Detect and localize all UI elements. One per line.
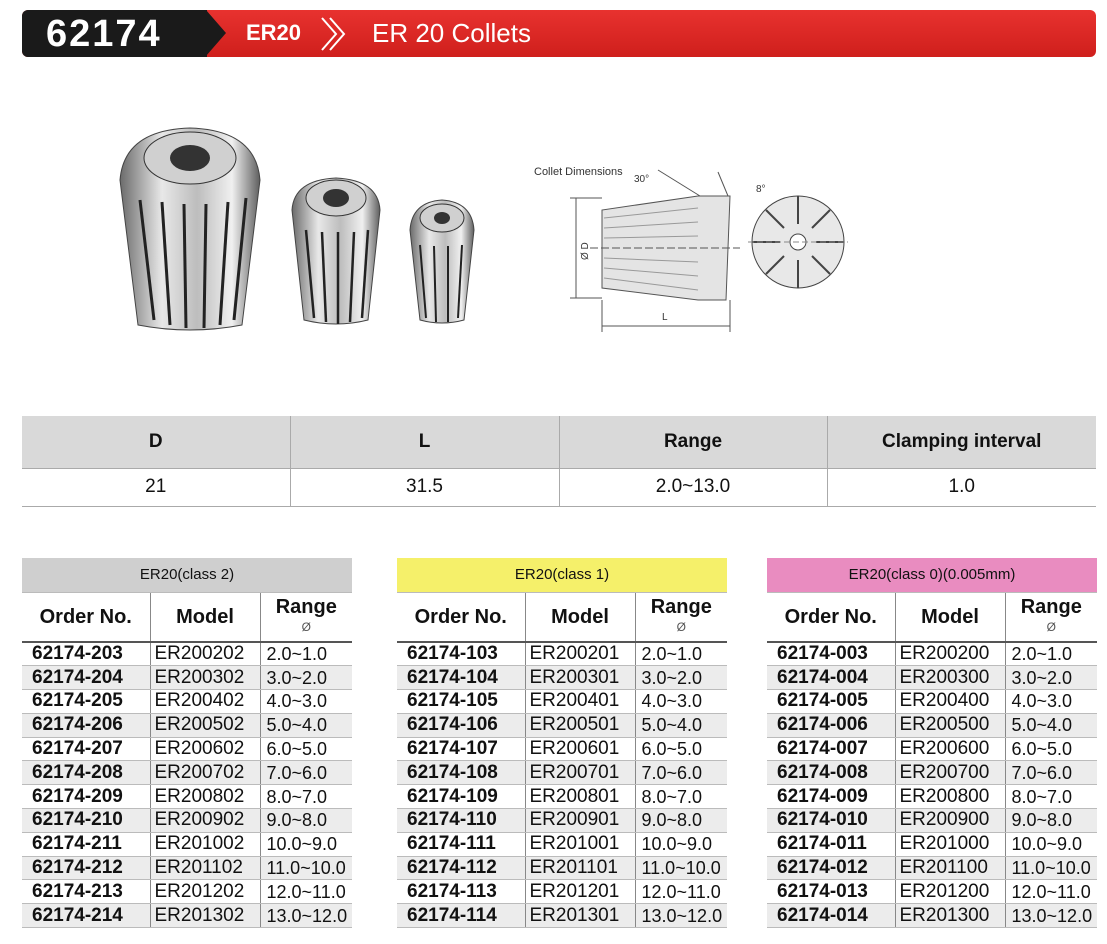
- range-header: [260, 592, 352, 642]
- order-no-cell: 62174-213: [22, 880, 150, 904]
- order-no-cell: 62174-206: [22, 713, 150, 737]
- order-no-cell: 62174-106: [397, 713, 525, 737]
- table-row: [397, 713, 727, 737]
- range-cell: 13.0~12.0: [260, 904, 352, 928]
- order-no-cell: 62174-203: [22, 642, 150, 666]
- diameter-symbol: Ø: [301, 619, 311, 634]
- range-cell: 11.0~10.0: [260, 856, 352, 880]
- range-header: [635, 592, 727, 642]
- model-header: Model: [150, 592, 260, 642]
- table-row: [397, 642, 727, 666]
- order-no-cell: 62174-003: [767, 642, 895, 666]
- spec-header-d: D: [22, 416, 290, 468]
- model-cell: ER200501: [525, 713, 635, 737]
- range-header-label: Range: [275, 595, 337, 618]
- table-row: [397, 904, 727, 928]
- order-no-cell: 62174-208: [22, 761, 150, 785]
- order-no-cell: 62174-008: [767, 761, 895, 785]
- table-row: [22, 666, 352, 690]
- model-cell: ER201201: [525, 880, 635, 904]
- order-no-cell: 62174-110: [397, 809, 525, 833]
- range-cell: 12.0~11.0: [260, 880, 352, 904]
- model-cell: ER200302: [150, 666, 260, 690]
- table-row: [397, 690, 727, 714]
- range-cell: 7.0~6.0: [260, 761, 352, 785]
- model-cell: ER200800: [895, 785, 1005, 809]
- order-no-cell: 62174-114: [397, 904, 525, 928]
- model-cell: ER200202: [150, 642, 260, 666]
- range-cell: 3.0~2.0: [635, 666, 727, 690]
- model-cell: ER200201: [525, 642, 635, 666]
- spec-table: [22, 416, 1096, 507]
- model-cell: ER200602: [150, 737, 260, 761]
- range-cell: 3.0~2.0: [1005, 666, 1097, 690]
- table-row: [22, 809, 352, 833]
- model-cell: ER200401: [525, 690, 635, 714]
- order-no-cell: 62174-209: [22, 785, 150, 809]
- model-cell: ER201200: [895, 880, 1005, 904]
- table-row: [767, 666, 1097, 690]
- table-row: [767, 713, 1097, 737]
- table-row: [767, 761, 1097, 785]
- table-row: [767, 785, 1097, 809]
- table-row: [767, 737, 1097, 761]
- page-title: ER 20 Collets: [372, 18, 531, 48]
- range-cell: 8.0~7.0: [635, 785, 727, 809]
- table-row: [22, 642, 352, 666]
- range-cell: 4.0~3.0: [635, 690, 727, 714]
- model-cell: ER200300: [895, 666, 1005, 690]
- model-cell: ER200701: [525, 761, 635, 785]
- model-cell: ER201302: [150, 904, 260, 928]
- range-header: [1005, 592, 1097, 642]
- table-row: [22, 856, 352, 880]
- table-row: [397, 666, 727, 690]
- range-cell: 8.0~7.0: [1005, 785, 1097, 809]
- range-cell: 10.0~9.0: [260, 832, 352, 856]
- model-cell: ER200901: [525, 809, 635, 833]
- spec-header-clamping: Clamping interval: [827, 416, 1096, 468]
- range-cell: 3.0~2.0: [260, 666, 352, 690]
- table-row: [22, 761, 352, 785]
- order-no-cell: 62174-010: [767, 809, 895, 833]
- model-cell: ER200301: [525, 666, 635, 690]
- order-no-cell: 62174-006: [767, 713, 895, 737]
- order-no-cell: 62174-107: [397, 737, 525, 761]
- spec-value-clamping: 1.0: [827, 468, 1096, 506]
- table-row: [397, 856, 727, 880]
- model-cell: ER200902: [150, 809, 260, 833]
- range-cell: 10.0~9.0: [1005, 832, 1097, 856]
- order-no-header: Order No.: [397, 592, 525, 642]
- model-cell: ER200702: [150, 761, 260, 785]
- table-row: [767, 809, 1097, 833]
- table-row: [767, 832, 1097, 856]
- table-class-1: [397, 558, 727, 928]
- collet-small: [410, 200, 474, 323]
- table-caption: ER20(class 2): [22, 558, 352, 592]
- range-cell: 11.0~10.0: [1005, 856, 1097, 880]
- range-cell: 12.0~11.0: [1005, 880, 1097, 904]
- table-caption: ER20(class 0)(0.005mm): [767, 558, 1097, 592]
- table-row: [22, 785, 352, 809]
- range-cell: 10.0~9.0: [635, 832, 727, 856]
- range-cell: 6.0~5.0: [635, 737, 727, 761]
- table-row: [397, 880, 727, 904]
- model-cell: ER201202: [150, 880, 260, 904]
- model-cell: ER200502: [150, 713, 260, 737]
- range-cell: 9.0~8.0: [635, 809, 727, 833]
- range-cell: 9.0~8.0: [1005, 809, 1097, 833]
- model-cell: ER201102: [150, 856, 260, 880]
- range-cell: 4.0~3.0: [260, 690, 352, 714]
- range-cell: 5.0~4.0: [635, 713, 727, 737]
- order-no-cell: 62174-113: [397, 880, 525, 904]
- table-row: [397, 761, 727, 785]
- table-row: [767, 642, 1097, 666]
- header-banner: [22, 10, 1096, 57]
- table-row: [767, 856, 1097, 880]
- model-cell: ER200400: [895, 690, 1005, 714]
- diameter-symbol: Ø: [676, 619, 686, 634]
- model-cell: ER201300: [895, 904, 1005, 928]
- range-cell: 7.0~6.0: [1005, 761, 1097, 785]
- order-no-cell: 62174-007: [767, 737, 895, 761]
- range-cell: 5.0~4.0: [1005, 713, 1097, 737]
- order-no-cell: 62174-014: [767, 904, 895, 928]
- range-cell: 9.0~8.0: [260, 809, 352, 833]
- model-cell: ER200900: [895, 809, 1005, 833]
- spec-value-d: 21: [22, 468, 290, 506]
- order-no-header: Order No.: [22, 592, 150, 642]
- spec-value-range: 2.0~13.0: [559, 468, 827, 506]
- range-cell: 13.0~12.0: [1005, 904, 1097, 928]
- model-cell: ER200700: [895, 761, 1005, 785]
- model-header: Model: [525, 592, 635, 642]
- order-no-header: Order No.: [767, 592, 895, 642]
- order-no-cell: 62174-210: [22, 809, 150, 833]
- order-no-cell: 62174-012: [767, 856, 895, 880]
- table-row: [397, 832, 727, 856]
- order-no-cell: 62174-004: [767, 666, 895, 690]
- table-row: [22, 880, 352, 904]
- table-row: [22, 713, 352, 737]
- collet-medium: [292, 178, 380, 324]
- range-cell: 8.0~7.0: [260, 785, 352, 809]
- order-no-cell: 62174-212: [22, 856, 150, 880]
- range-cell: 12.0~11.0: [635, 880, 727, 904]
- chevron-right-icon: [316, 14, 356, 54]
- model-header: Model: [895, 592, 1005, 642]
- table-row: [767, 690, 1097, 714]
- model-cell: ER201001: [525, 832, 635, 856]
- range-cell: 6.0~5.0: [1005, 737, 1097, 761]
- table-row: [767, 904, 1097, 928]
- model-cell: ER200402: [150, 690, 260, 714]
- model-cell: ER201301: [525, 904, 635, 928]
- order-no-cell: 62174-104: [397, 666, 525, 690]
- angle-8-label: 8°: [756, 184, 766, 195]
- model-cell: ER201100: [895, 856, 1005, 880]
- order-no-cell: 62174-211: [22, 832, 150, 856]
- order-no-cell: 62174-013: [767, 880, 895, 904]
- range-header-label: Range: [1020, 595, 1082, 618]
- order-no-cell: 62174-205: [22, 690, 150, 714]
- collets-photo: [110, 120, 490, 340]
- table-row: [22, 904, 352, 928]
- product-code: 62174: [46, 13, 162, 55]
- order-no-cell: 62174-207: [22, 737, 150, 761]
- spec-header-range: Range: [559, 416, 827, 468]
- model-cell: ER200801: [525, 785, 635, 809]
- model-cell: ER201002: [150, 832, 260, 856]
- table-row: [22, 690, 352, 714]
- range-cell: 11.0~10.0: [635, 856, 727, 880]
- table-row: [397, 737, 727, 761]
- order-no-cell: 62174-103: [397, 642, 525, 666]
- model-cell: ER200500: [895, 713, 1005, 737]
- angle-30-label: 30°: [634, 174, 650, 185]
- table-row: [397, 785, 727, 809]
- table-class-0: [767, 558, 1097, 928]
- collet-face-view: [748, 186, 848, 298]
- range-cell: 2.0~1.0: [260, 642, 352, 666]
- order-no-cell: 62174-204: [22, 666, 150, 690]
- table-row: [767, 880, 1097, 904]
- order-no-cell: 62174-105: [397, 690, 525, 714]
- order-no-cell: 62174-011: [767, 832, 895, 856]
- model-cell: ER200600: [895, 737, 1005, 761]
- table-row: [397, 809, 727, 833]
- range-cell: 6.0~5.0: [260, 737, 352, 761]
- collet-dimensions-label: Collet Dimensions: [534, 166, 623, 178]
- range-header-label: Range: [650, 595, 712, 618]
- range-cell: 2.0~1.0: [635, 642, 727, 666]
- spec-header-l: L: [290, 416, 559, 468]
- table-caption: ER20(class 1): [397, 558, 727, 592]
- collet-large: [120, 128, 260, 330]
- order-no-cell: 62174-112: [397, 856, 525, 880]
- table-row: [22, 737, 352, 761]
- order-no-cell: 62174-214: [22, 904, 150, 928]
- diameter-label: Ø D: [580, 242, 591, 260]
- range-cell: 13.0~12.0: [635, 904, 727, 928]
- range-cell: 5.0~4.0: [260, 713, 352, 737]
- model-cell: ER200802: [150, 785, 260, 809]
- series-label: ER20: [246, 20, 302, 45]
- order-no-cell: 62174-111: [397, 832, 525, 856]
- range-cell: 2.0~1.0: [1005, 642, 1097, 666]
- range-cell: 4.0~3.0: [1005, 690, 1097, 714]
- diameter-symbol: Ø: [1046, 619, 1056, 634]
- range-cell: 7.0~6.0: [635, 761, 727, 785]
- order-no-cell: 62174-108: [397, 761, 525, 785]
- order-no-cell: 62174-009: [767, 785, 895, 809]
- table-row: [22, 832, 352, 856]
- order-no-cell: 62174-005: [767, 690, 895, 714]
- length-label: L: [662, 312, 668, 323]
- model-cell: ER201101: [525, 856, 635, 880]
- model-cell: ER201000: [895, 832, 1005, 856]
- spec-value-l: 31.5: [290, 468, 559, 506]
- model-cell: ER200200: [895, 642, 1005, 666]
- model-cell: ER200601: [525, 737, 635, 761]
- order-no-cell: 62174-109: [397, 785, 525, 809]
- table-class-2: [22, 558, 352, 928]
- banner-code-tip: [206, 10, 226, 56]
